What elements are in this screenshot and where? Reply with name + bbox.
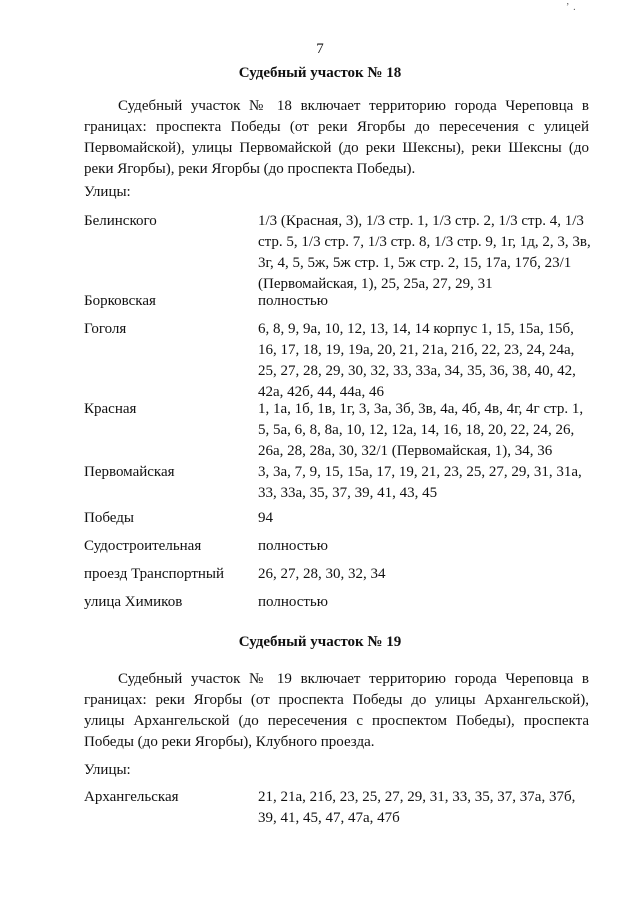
street-houses: полностью bbox=[258, 538, 328, 554]
street-name: улица Химиков bbox=[84, 594, 183, 610]
section-18-paragraph: Судебный участок № 18 включает территорию города Череповца в границах: проспекта Победы (от реки Ягорбы до пересечения с улицей Первомайской), улицы Первомайской (до реки Шексны), реки Шексны (до реки Ягорбы), реки Ягорбы (до проспекта Победы). bbox=[84, 98, 589, 177]
street-name: Судостроительная bbox=[84, 538, 202, 554]
street-houses: 26, 27, 28, 30, 32, 34 bbox=[258, 566, 386, 582]
street-name: Победы bbox=[84, 510, 134, 526]
street-houses: 21, 21а, 21б, 23, 25, 27, 29, 31, 33, 35, 37, 37а, 37б, 39, 41, 45, 47, 47а, 47б bbox=[258, 789, 576, 826]
section-18-heading: Судебный участок № 18 bbox=[238, 65, 402, 81]
street-houses: 3, 3а, 7, 9, 15, 15а, 17, 19, 21, 23, 25, 27, 29, 31, 31а, 33, 33а, 35, 37, 39, 41, 43, 45 bbox=[258, 464, 582, 501]
street-houses: полностью bbox=[258, 594, 328, 610]
street-houses: 1/3 (Красная, 3), 1/3 стр. 1, 1/3 стр. 2, 1/3 стр. 4, 1/3 стр. 5, 1/3 стр. 7, 1/3 стр. 8, 1/3 стр. 9, 1г, 1д, 2, 3, 3в, 3г, 4, 5, 5ж, 5ж стр. 1, 5ж стр. 2, 15, 17а, 17б, 23/1 (Первомайская, 1), 25, 25а, 27, 29, 31 bbox=[258, 213, 591, 292]
street-houses: 94 bbox=[258, 510, 273, 526]
section-18-streets-label: Улицы: bbox=[84, 184, 131, 200]
street-name: Архангельская bbox=[84, 789, 179, 805]
street-name: Гоголя bbox=[84, 321, 127, 337]
street-name: Белинского bbox=[84, 213, 157, 229]
street-houses: полностью bbox=[258, 293, 328, 309]
section-19-heading: Судебный участок № 19 bbox=[238, 634, 402, 650]
street-name: проезд Транспортный bbox=[84, 566, 225, 582]
street-houses: 1, 1а, 1б, 1в, 1г, 3, 3а, 3б, 3в, 4а, 4б, 4в, 4г, 4г стр. 1, 5, 5а, 6, 8, 8а, 10, 12, 12а, 14, 16, 18, 20, 22, 24, 26, 26а, 28, 28а, 30, 32/1 (Первомайская, 1), 34, 36 bbox=[258, 401, 584, 459]
page-number: 7 bbox=[316, 41, 324, 57]
corner-mark: ’ . bbox=[566, 2, 577, 13]
street-name: Борковская bbox=[84, 293, 156, 309]
section-19-paragraph: Судебный участок № 19 включает территорию города Череповца в границах: реки Ягорбы (от проспекта Победы до улицы Архангельской), улицы Архангельской (до пересечения с проспектом Победы), проспекта Победы (до реки Ягорбы), Клубного проезда. bbox=[84, 671, 589, 750]
street-name: Первомайская bbox=[84, 464, 175, 480]
street-houses: 6, 8, 9, 9а, 10, 12, 13, 14, 14 корпус 1, 15, 15а, 15б, 16, 17, 18, 19, 19а, 20, 21, 21а, 21б, 22, 23, 24, 24а, 25, 27, 28, 29, 30, 32, 33, 33а, 34, 35, 36, 38, 40, 42, 42а, 42б, 44, 44а, 46 bbox=[258, 321, 576, 400]
street-name: Красная bbox=[84, 401, 137, 417]
section-19-streets-label: Улицы: bbox=[84, 762, 131, 778]
